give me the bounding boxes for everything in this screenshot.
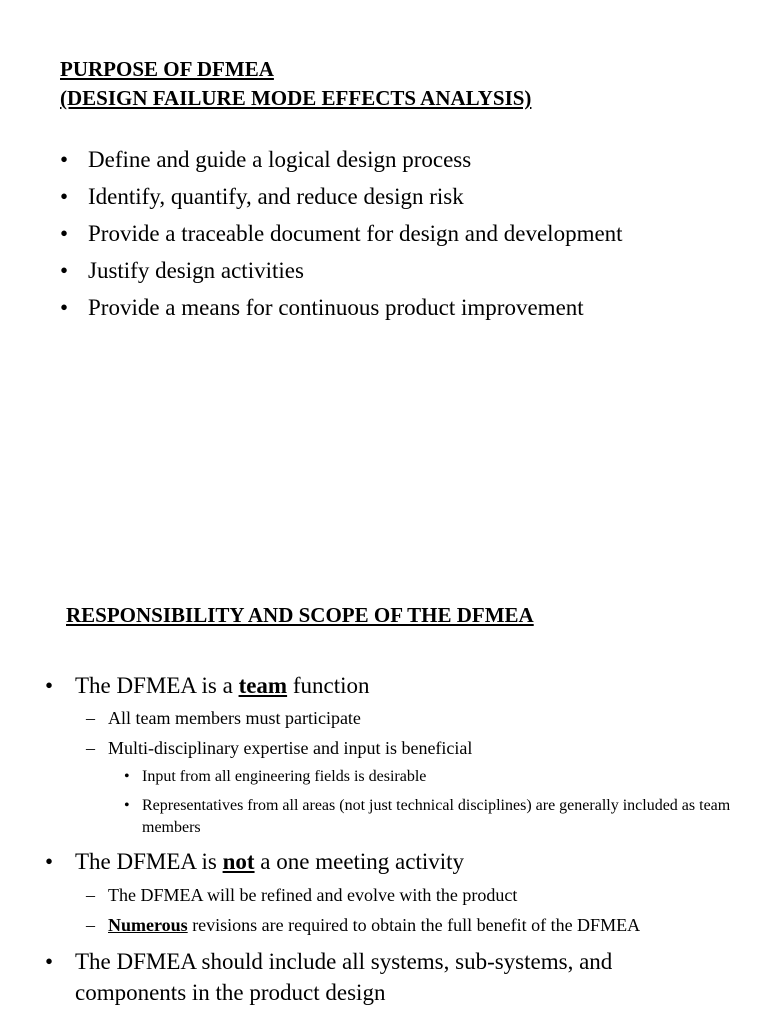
- subsub-item-text: Input from all engineering fields is desirable: [142, 768, 427, 785]
- scope-item-team: [45, 670, 370, 701]
- purpose-item-text: Justify design activities: [88, 258, 304, 283]
- purpose-title-line2: (DESIGN FAILURE MODE EFFECTS ANALYSIS): [60, 86, 532, 110]
- purpose-item-text: Define and guide a logical design process: [88, 147, 472, 172]
- small-bullet-icon: •: [124, 768, 130, 785]
- purpose-item-text: Provide a means for continuous product improvement: [88, 295, 584, 320]
- subsub-item: [124, 795, 732, 839]
- scope-item-text-pre: The DFMEA is: [75, 849, 223, 874]
- scope-item-text-line1: The DFMEA should include all systems, sub-systems, and: [75, 949, 613, 974]
- scope-item-text-post: function: [287, 673, 370, 698]
- purpose-item: [60, 145, 623, 182]
- dash-icon: –: [86, 708, 95, 728]
- dash-icon: –: [86, 738, 95, 758]
- sub-item: [86, 914, 640, 937]
- purpose-title-line1: PURPOSE OF DFMEA: [60, 57, 274, 81]
- purpose-title: [60, 55, 531, 113]
- sub-item-text: The DFMEA will be refined and evolve with the product: [108, 885, 518, 905]
- sub-item: [86, 737, 472, 760]
- bullet-icon: •: [60, 258, 69, 283]
- scope-item-text-post: a one meeting activity: [254, 849, 465, 874]
- bullet-icon: •: [45, 849, 54, 874]
- dash-icon: –: [86, 915, 95, 935]
- sub-item: [86, 884, 517, 907]
- sub-item-text: Multi-disciplinary expertise and input is beneficial: [108, 738, 473, 758]
- scope-item-systems: [45, 946, 612, 1008]
- subsub-item: [124, 766, 742, 788]
- purpose-item: [60, 219, 623, 256]
- purpose-item-text: Identify, quantify, and reduce design risk: [88, 184, 464, 209]
- bullet-icon: •: [45, 673, 54, 698]
- small-bullet-icon: •: [124, 797, 130, 814]
- scope-item-text-line2: components in the product design: [75, 980, 386, 1005]
- purpose-item: [60, 256, 623, 293]
- purpose-item: [60, 182, 623, 219]
- purpose-item-text: Provide a traceable document for design and development: [88, 221, 623, 246]
- sub-item-emphasis: Numerous: [108, 915, 188, 935]
- bullet-icon: •: [60, 221, 69, 246]
- purpose-item: [60, 293, 623, 330]
- purpose-list: [60, 145, 623, 330]
- sub-item-text: revisions are required to obtain the full benefit of the DFMEA: [187, 915, 641, 935]
- scope-item-emphasis: not: [222, 849, 255, 874]
- scope-item-text-pre: The DFMEA is a: [75, 673, 239, 698]
- sub-item: [86, 707, 361, 730]
- subsub-item-text: Representatives from all areas (not just technical disciplines) are generally included as team members: [142, 797, 731, 836]
- bullet-icon: •: [60, 147, 69, 172]
- sub-item-text: All team members must participate: [108, 708, 361, 728]
- scope-item-emphasis: team: [238, 673, 288, 698]
- scope-item-not-one-meeting: [45, 846, 464, 877]
- bullet-icon: •: [60, 295, 69, 320]
- bullet-icon: •: [45, 949, 54, 974]
- bullet-icon: •: [60, 184, 69, 209]
- dash-icon: –: [86, 885, 95, 905]
- responsibility-title: RESPONSIBILITY AND SCOPE OF THE DFMEA: [66, 603, 534, 627]
